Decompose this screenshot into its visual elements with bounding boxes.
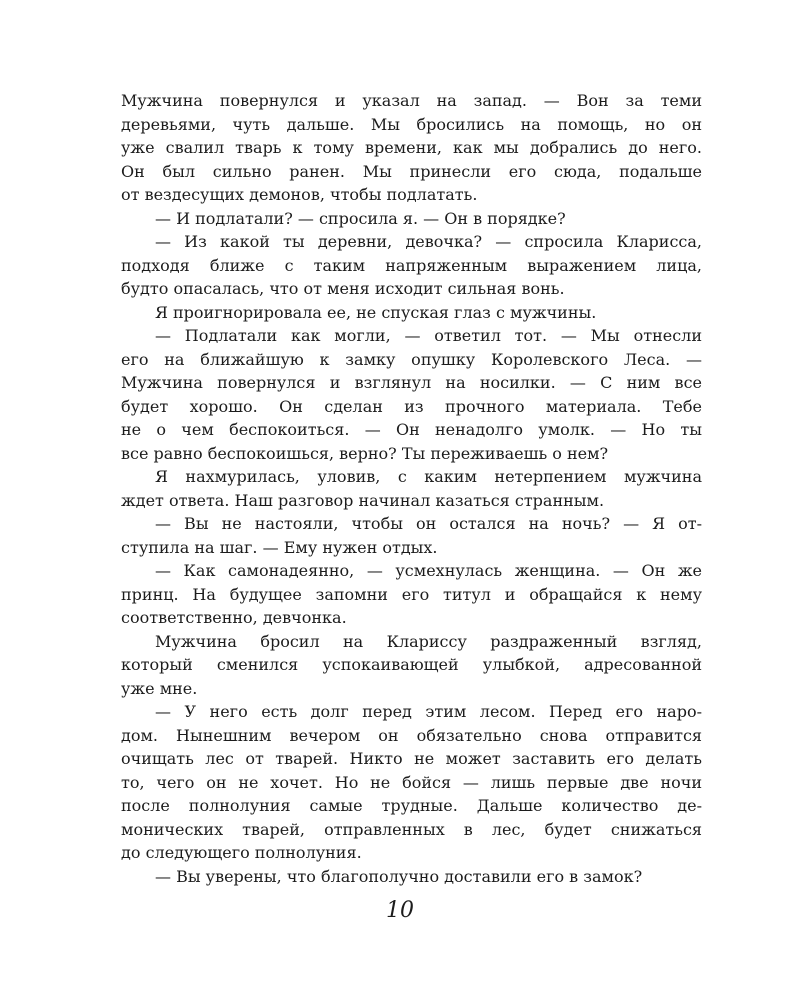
text-line: Я проигнорировала ее, не спуская глаз с мужчины. <box>155 302 597 322</box>
text-line: Он был сильно ранен. Мы принесли его сюда, подальше <box>121 161 702 181</box>
text-line: ступила на шаг. — Ему нужен отдых. <box>121 537 438 557</box>
text-line: соответственно, девчонка. <box>121 608 347 627</box>
text-line: будет хорошо. Он сделан из прочного материала. Тебе <box>121 396 702 416</box>
text-line: будто опасалась, что от меня исходит сильная вонь. <box>121 279 565 298</box>
text-line: Мужчина повернулся и взглянул на носилки. — С ним все <box>121 373 702 392</box>
text-line: — Из какой ты деревни, девочка? — спросила Кларисса, <box>155 232 702 251</box>
text-line: — У него есть долг перед этим лесом. Перед его наро- <box>155 702 702 721</box>
text-line: не о чем беспокоиться. — Он ненадолго умолк. — Но ты <box>121 420 702 439</box>
text-line: ждет ответа. Наш разговор начинал казаться странным. <box>121 490 605 510</box>
text-line: — Вы уверены, что благополучно доставили его в замок? <box>155 866 643 886</box>
text-line: — Подлатали как могли, — ответил тот. — Мы отнесли <box>155 326 702 345</box>
text-line: до следующего полнолуния. <box>121 843 362 862</box>
text-line: подходя ближе с таким напряженным выражением лица, <box>121 255 702 275</box>
text-line: — Вы не настояли, чтобы он остался на ночь? — Я от- <box>155 514 702 533</box>
page-body <box>121 89 702 888</box>
text-line: очищать лес от тварей. Никто не может заставить его делать <box>121 749 702 768</box>
text-line: — Как самонадеянно, — усмехнулась женщина. — Он же <box>155 561 702 580</box>
text-line: уже свалил тварь к тому времени, как мы добрались до него. <box>121 138 702 157</box>
text-line: — И подлатали? — спросила я. — Он в порядке? <box>155 208 566 228</box>
text-line: после полнолуния самые трудные. Дальше количество де- <box>121 796 702 815</box>
text-line: монических тварей, отправленных в лес, будет снижаться <box>121 819 702 839</box>
text-line: все равно беспокоишься, верно? Ты переживаешь о нем? <box>121 443 609 463</box>
text-line: дом. Нынешним вечером он обязательно снова отправится <box>121 725 702 745</box>
page-number: 10 <box>386 898 414 923</box>
text-line: который сменился успокаивающей улыбкой, адресованной <box>121 655 702 674</box>
text-line: деревьями, чуть дальше. Мы бросились на помощь, но он <box>121 114 702 134</box>
text-line: Мужчина повернулся и указал на запад. — Вон за теми <box>121 91 702 110</box>
text-line: то, чего он не хочет. Но не бойся — лишь первые две ночи <box>121 772 702 792</box>
text-line: уже мне. <box>121 678 198 698</box>
text-line: принц. На будущее запомни его титул и обращайся к нему <box>121 584 702 604</box>
text-line: от вездесущих демонов, чтобы подлатать. <box>121 185 478 204</box>
text-line: Я нахмурилась, уловив, с каким нетерпением мужчина <box>155 467 702 486</box>
text-line: Мужчина бросил на Клариссу раздраженный взгляд, <box>155 631 702 651</box>
body-text <box>121 89 702 888</box>
text-line: его на ближайшую к замку опушку Королевского Леса. — <box>121 349 702 369</box>
